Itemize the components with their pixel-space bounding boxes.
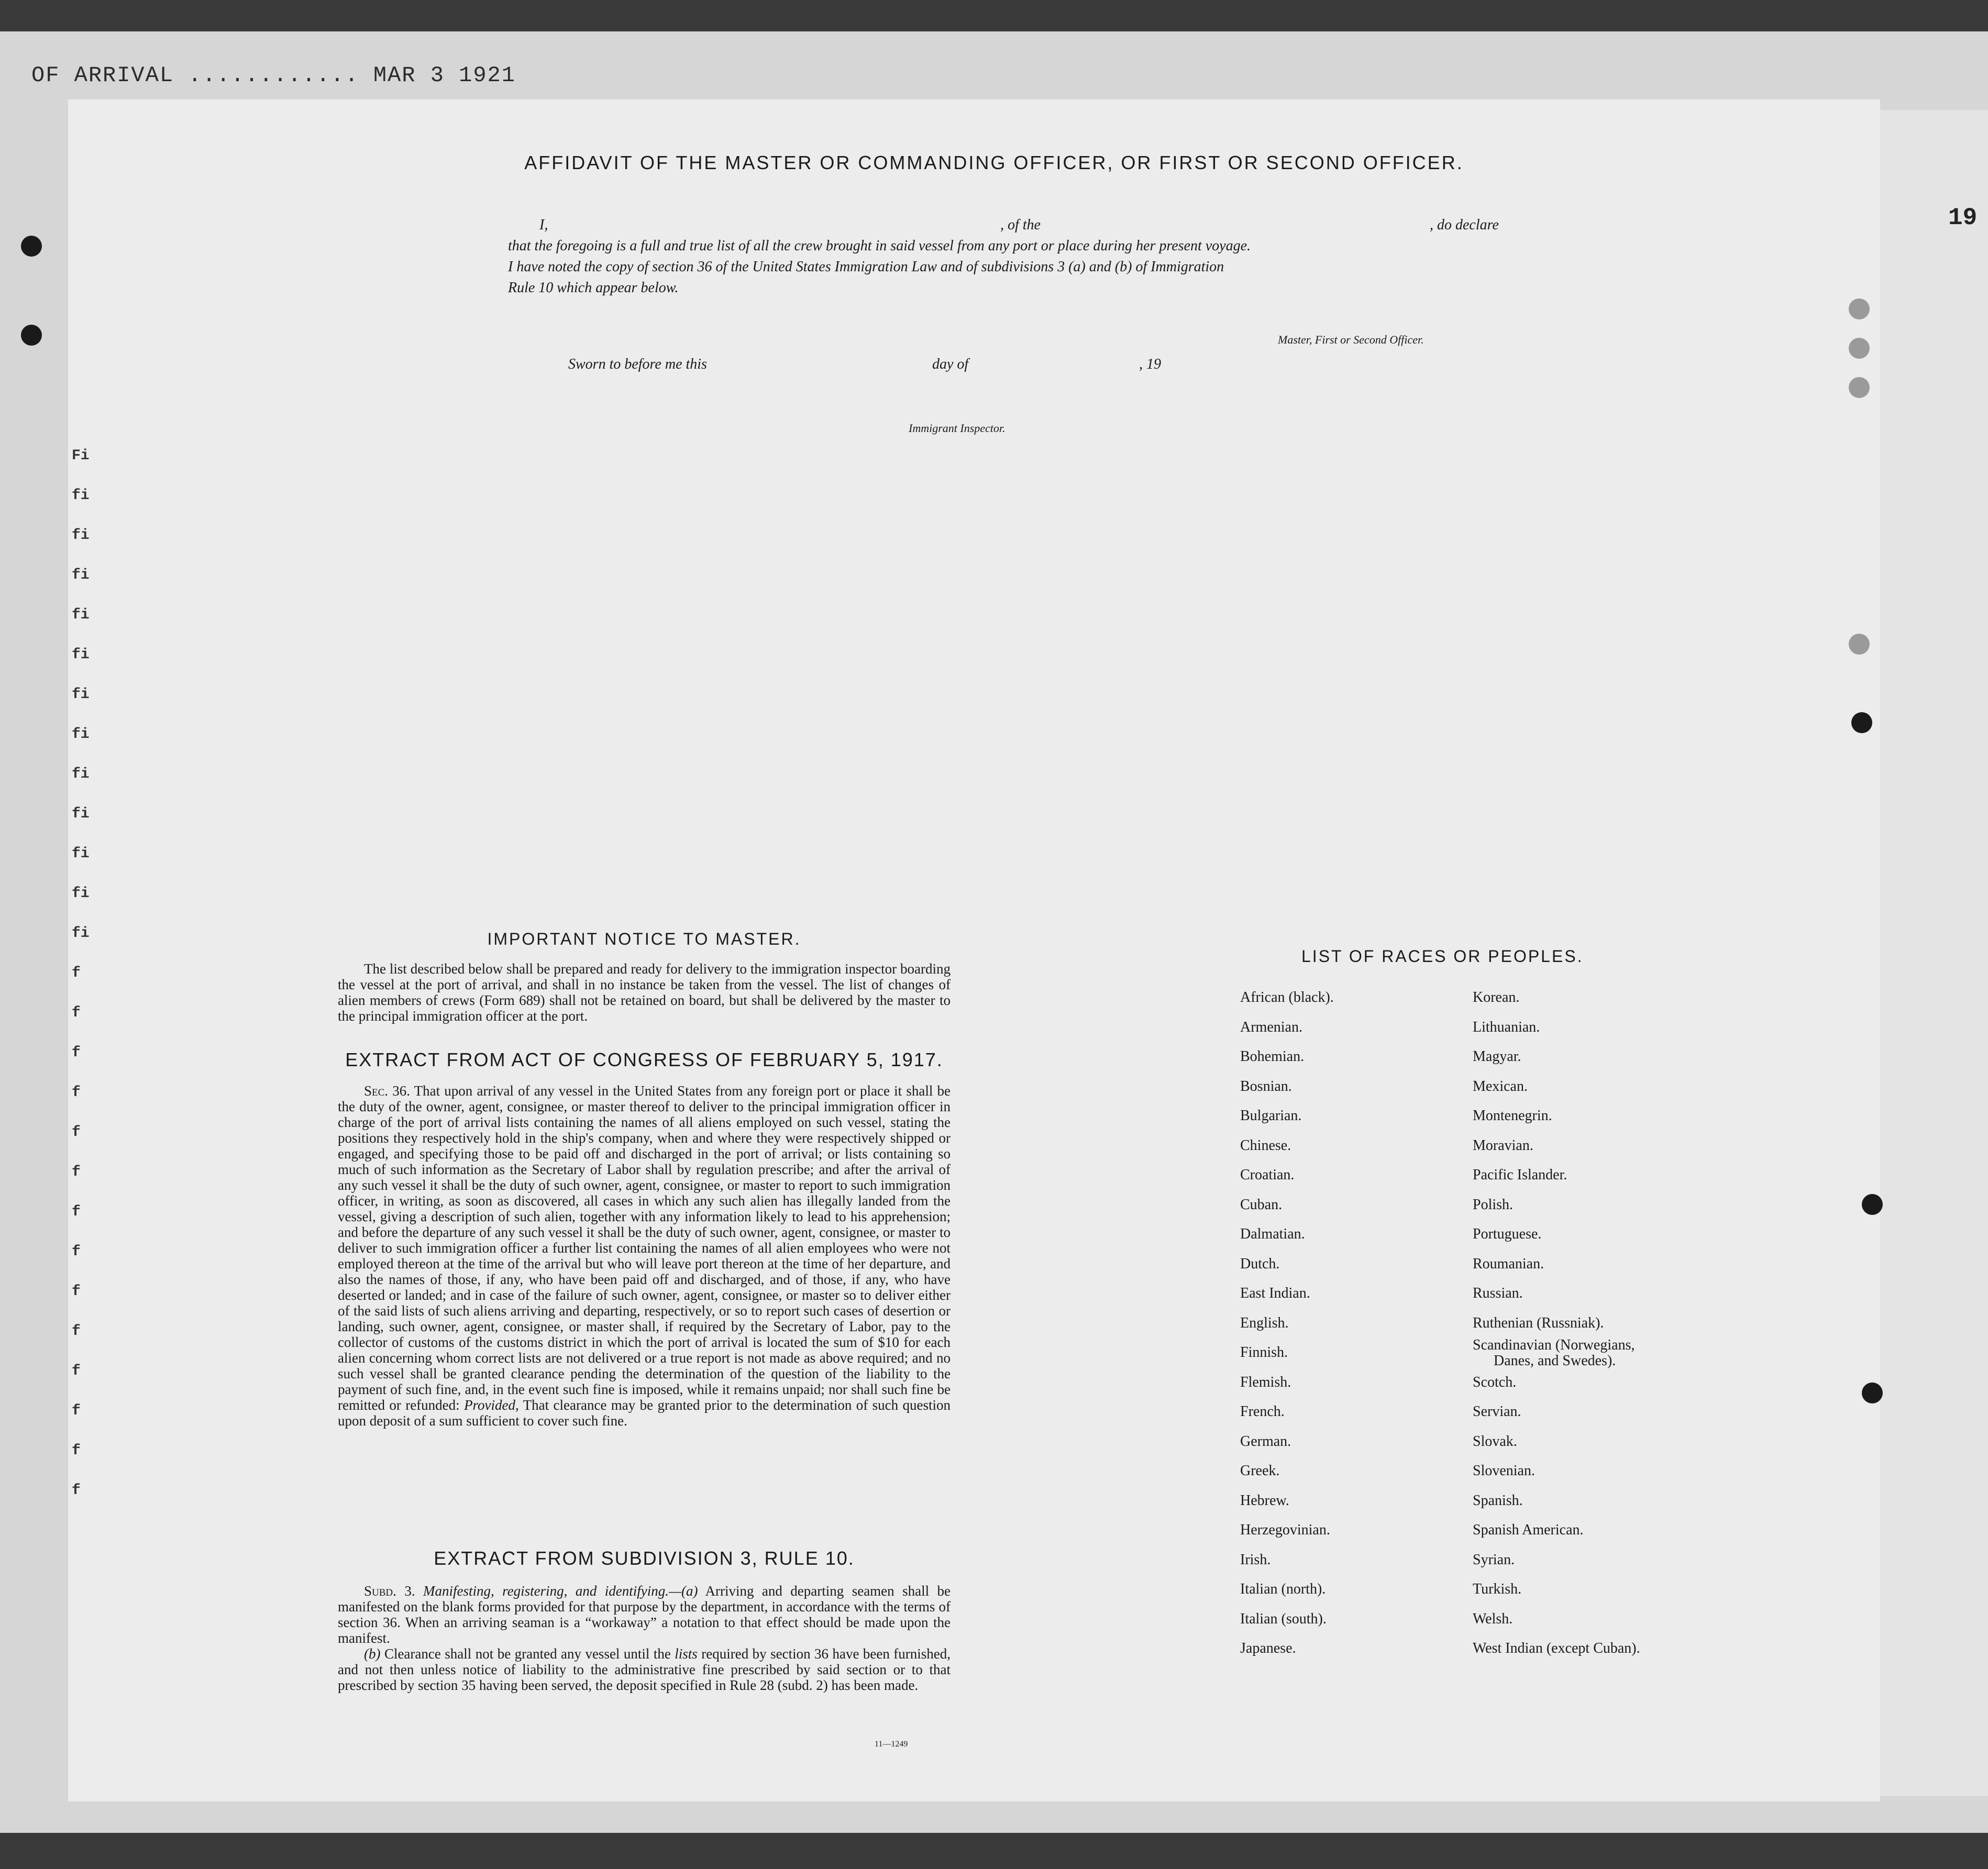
manifest-page [68, 99, 1880, 1801]
extract-rule-title: EXTRACT FROM SUBDIVISION 3, RULE 10. [434, 1547, 855, 1569]
race-item [1473, 1167, 1567, 1183]
sworn-label: Sworn to before me this [568, 356, 707, 372]
race-item-label: Moravian. [1473, 1137, 1533, 1154]
race-item [1473, 1226, 1541, 1242]
affidavit-line-2: that the foregoing is a full and true list of all the crew brought in said vessel from any port or place during her present voyage. [508, 238, 1251, 254]
affidavit-line-3: I have noted the copy of section 36 of the United States Immigration Law and of subdivisions 3 (a) and (b) of Immigration [508, 259, 1224, 275]
edge-mark: fi [72, 726, 90, 743]
race-item: African (black). [1240, 989, 1334, 1005]
race-item: Irish. [1240, 1551, 1271, 1568]
edge-mark: fi [72, 687, 90, 703]
race-item-label: Syrian. [1473, 1551, 1515, 1568]
race-item [1473, 1138, 1533, 1154]
rule-b-label: (b) [364, 1646, 381, 1662]
edge-mark: f [72, 1045, 81, 1061]
race-item [1473, 1404, 1521, 1420]
race-item [1473, 990, 1519, 1005]
notice-body [338, 961, 951, 1024]
race-item-label: Magyar. [1473, 1048, 1521, 1065]
edge-mark: fi [72, 527, 90, 544]
race-item-continuation: Danes, and Swedes). [1494, 1353, 1616, 1369]
notice-title: IMPORTANT NOTICE TO MASTER. [487, 930, 801, 948]
race-item [1473, 1049, 1521, 1065]
rule-b-paragraph [338, 1646, 951, 1693]
race-item-label: Polish. [1473, 1196, 1514, 1213]
race-item-label: Montenegrin. [1473, 1108, 1552, 1124]
edge-mark: Fi [72, 448, 90, 464]
race-item [1473, 1582, 1521, 1597]
race-item [1473, 1020, 1540, 1035]
race-item-label: Spanish. [1473, 1492, 1523, 1509]
affidavit-of-the: , of the [1000, 217, 1041, 233]
race-item: Greek. [1240, 1463, 1280, 1479]
affidavit-line-4: Rule 10 which appear below. [508, 280, 679, 296]
section-label: Sec. 36. [364, 1083, 410, 1099]
race-item [1473, 1079, 1528, 1094]
race-item-label: Spanish American. [1473, 1522, 1584, 1538]
edge-mark: fi [72, 488, 90, 504]
punch-hole [1849, 298, 1870, 319]
edge-mark: f [72, 1244, 81, 1260]
edge-mark: f [72, 1085, 81, 1101]
punch-hole [21, 236, 42, 257]
edge-mark: fi [72, 806, 90, 822]
race-item: Cuban. [1240, 1196, 1283, 1213]
race-item: Italian (south). [1240, 1610, 1327, 1627]
section-36-text: That upon arrival of any vessel in the United States from any foreign port or place it shall be the duty of the owner, agent, consignee, or master thereof to deliver to the principal immigration officer in charge of the port of arrival lists containing the names of all aliens employed on such vessel, stating the positions they respectively hold in the ship's company, when and where they were respectively shipped or engaged, and specifying those to be paid off and discharged in the port of arrival; or lists containing so much of such information as the Secretary of Labor shall by regulation prescribe; and after the arrival of any such vessel it shall be the duty of such owner, agent, consignee, or master to report to such immigration officer, in writing, as soon as discovered, all cases in which any such alien has illegally landed from the vessel, giving a description of such alien, together with any information likely to lead to his apprehension; and before the departure of any such vessel it shall be the duty of such owner, agent, consignee, or master to deliver to such immigration officer a further list containing the names of all alien employees who were not employed thereon at the time of the arrival but who will leave port thereon at the time of her departure, and also the names of those, if any, who have been paid off and discharged, and of those, if any, who have deserted or landed; and in case of the failure of such owner, agent, consignee, or master so to deliver either of the said lists of such aliens arriving and departing, respectively, or so to report such cases of desertion or landing, such owner, agent, consignee, or master shall, if required by the Secretary of Labor, pay to the collector of customs of the customs district in which the port of arrival is located the sum of $10 for each alien concerning whom correct lists are not delivered or a true report is not made as above required; and no such vessel shall be granted clearance pending the determination of the question of the liability to the payment of such fine, and, in the event such fine is imposed, while it remains unpaid; nor shall such fine be remitted or refunded: [338, 1083, 951, 1413]
rule-a-paragraph [338, 1583, 951, 1646]
race-item [1473, 1286, 1523, 1301]
race-item-label: Pacific Islander. [1473, 1167, 1567, 1183]
adjacent-sheet-edge [1880, 110, 1988, 1796]
edge-mark: fi [72, 886, 90, 902]
race-item: Flemish. [1240, 1374, 1291, 1390]
edge-mark: f [72, 965, 81, 981]
punch-hole [1862, 1383, 1883, 1403]
edge-mark: f [72, 1284, 81, 1300]
race-item: Bosnian. [1240, 1078, 1292, 1094]
edge-mark: fi [72, 567, 90, 583]
race-item: Herzegovinian. [1240, 1522, 1330, 1538]
day-of-label: day of [932, 356, 969, 372]
race-item-label: Mexican. [1473, 1078, 1528, 1094]
race-item [1473, 1493, 1523, 1509]
race-item: Finnish. [1240, 1344, 1288, 1361]
edge-mark: fi [72, 925, 90, 942]
race-item: Bulgarian. [1240, 1108, 1302, 1124]
edge-mark: f [72, 1403, 81, 1419]
rule-b-lists: lists [675, 1646, 698, 1662]
edge-mark: f [72, 1443, 81, 1459]
subd-heading: Manifesting, registering, and identifying.—(a) [423, 1583, 698, 1599]
edge-mark: f [72, 1005, 81, 1021]
race-item: Bohemian. [1240, 1048, 1305, 1065]
extract-act-body [338, 1083, 951, 1429]
race-item [1473, 1522, 1584, 1538]
extract-rule-body [338, 1583, 951, 1693]
race-item [1473, 1434, 1517, 1450]
race-item [1473, 1611, 1512, 1627]
rule-a-text: Arriving and departing seamen shall be manifested on the blank forms provided for that purpose by the department, in accordance with the terms of section 36. When an arriving seaman is a “workaway” a notation to that effect should be made upon the manifest. [338, 1583, 951, 1646]
section-36-text-end: That clearance may be granted prior to the determination of such question upon deposit of a sum sufficient to cover such fine. [338, 1397, 951, 1429]
race-item-label: Scotch. [1473, 1374, 1517, 1390]
punch-hole [1849, 377, 1870, 398]
race-item-label: West Indian (except Cuban). [1473, 1640, 1640, 1656]
races-title: LIST OF RACES OR PEOPLES. [1301, 947, 1584, 966]
race-item [1473, 1337, 1634, 1369]
affidavit-title: AFFIDAVIT OF THE MASTER OR COMMANDING OFFICER, OR FIRST OR SECOND OFFICER. [524, 152, 1464, 173]
notice-paragraph: The list described below shall be prepared and ready for delivery to the immigration inspector boarding the vessel at the port of arrival, and shall in no instance be taken from the vessel. The list of changes of alien members of crews (Form 689) shall not be retained on board, but shall be delivered by the master to the principal immigration officer at the port. [338, 961, 951, 1024]
affidavit-do-declare: , do declare [1430, 217, 1499, 233]
race-item: Dutch. [1240, 1255, 1280, 1272]
signature-label: Master, First or Second Officer. [1278, 333, 1424, 346]
affidavit-text [508, 215, 1519, 298]
punch-hole [1849, 338, 1870, 359]
inspector-label: Immigrant Inspector. [909, 422, 1006, 435]
race-item: Japanese. [1240, 1640, 1296, 1656]
race-item-label: Slovak. [1473, 1433, 1517, 1450]
rule-b-text-1: Clearance shall not be granted any vessel until the [384, 1646, 671, 1662]
race-item: Croatian. [1240, 1167, 1295, 1183]
race-item [1473, 1108, 1552, 1124]
race-item: Italian (north). [1240, 1581, 1326, 1597]
race-item-label: Russian. [1473, 1285, 1523, 1301]
race-item: Dalmatian. [1240, 1226, 1305, 1242]
race-item: French. [1240, 1403, 1285, 1420]
edge-mark: f [72, 1483, 81, 1499]
affidavit-i-label: I, [539, 217, 548, 233]
edge-mark: f [72, 1363, 81, 1379]
edge-mark: f [72, 1124, 81, 1141]
year-label: , 19 [1139, 356, 1161, 372]
race-item-label: Servian. [1473, 1403, 1521, 1420]
race-item [1473, 1375, 1516, 1390]
race-item: English. [1240, 1314, 1289, 1331]
race-item: German. [1240, 1433, 1291, 1450]
race-item-label: Welsh. [1473, 1610, 1513, 1627]
race-item: East Indian. [1240, 1285, 1310, 1301]
edge-mark: f [72, 1164, 81, 1180]
rule-b-text-2: required by section 36 have been furnished, and not then unless notice of liability to the administrative fine prescribed by said section or to that prescribed by section 35 having been served, the deposit specified in Rule 28 (subd. 2) has been made. [338, 1646, 951, 1693]
race-item [1473, 1256, 1544, 1272]
race-item [1473, 1463, 1535, 1479]
provided-label: Provided, [464, 1397, 519, 1413]
extract-act-title: EXTRACT FROM ACT OF CONGRESS OF FEBRUARY 5, 1917. [345, 1049, 943, 1070]
race-item-label: Roumanian. [1473, 1255, 1544, 1272]
edge-mark: fi [72, 766, 90, 782]
edge-mark: f [72, 1204, 81, 1220]
race-item-label: Korean. [1473, 989, 1520, 1005]
arrival-stamp: OF ARRIVAL ............ MAR 3 1921 [31, 63, 516, 88]
race-item-label: Portuguese. [1473, 1226, 1542, 1242]
race-item-label: Slovenian. [1473, 1463, 1535, 1479]
form-number: 11—1249 [875, 1740, 908, 1749]
section-36-paragraph [338, 1083, 951, 1429]
race-item [1473, 1197, 1513, 1213]
edge-mark: fi [72, 647, 90, 663]
race-item [1473, 1315, 1604, 1331]
punch-hole [21, 325, 42, 346]
race-item-label: Scandinavian (Norwegians, [1473, 1337, 1635, 1353]
page-number: 19 [1948, 204, 1978, 231]
race-item-label: Lithuanian. [1473, 1019, 1540, 1035]
race-item: Chinese. [1240, 1137, 1291, 1154]
punch-hole [1849, 634, 1870, 655]
race-item [1473, 1552, 1515, 1568]
race-item-label: Ruthenian (Russniak). [1473, 1314, 1604, 1331]
race-item: Armenian. [1240, 1019, 1302, 1035]
punch-hole [1851, 712, 1872, 733]
subd-label: Subd. 3. [364, 1583, 415, 1599]
edge-mark: f [72, 1323, 81, 1340]
edge-mark: fi [72, 846, 90, 862]
race-item-label: Turkish. [1473, 1581, 1522, 1597]
race-item [1473, 1641, 1640, 1656]
race-item: Hebrew. [1240, 1492, 1289, 1509]
punch-hole [1862, 1194, 1883, 1215]
edge-mark: fi [72, 607, 90, 623]
